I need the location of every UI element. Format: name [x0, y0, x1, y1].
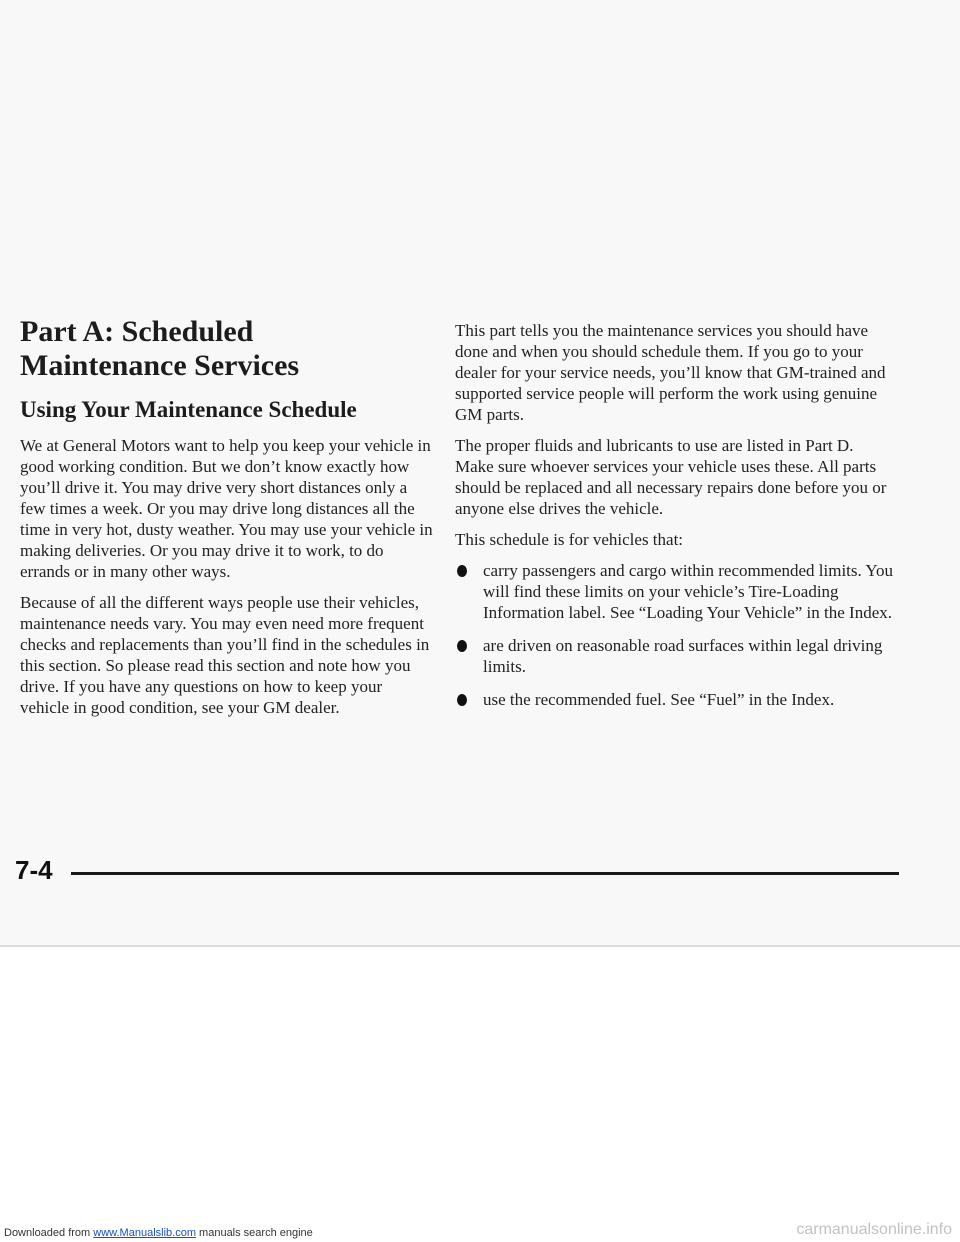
paragraph: Because of all the different ways people use their vehicles, maintenance needs vary. You may even need more frequent checks and replacements than you’ll find in the schedules in this section. So please read this section and note how you drive. If you have any questions on how to keep your vehicle in good condition, see your GM dealer.: [20, 593, 430, 717]
paragraph: We at General Motors want to help you keep your vehicle in good working condition. But we don’t know exactly how you’ll drive it. You may drive very short distances only a few times a week. Or you may drive long distances all the time in very hot, dusty weather. You may use your vehicle in making deliveries. Or you may drive it to work, to do errands or in many other ways.: [20, 436, 433, 581]
download-notice: [4, 1226, 313, 1240]
right-column: [455, 320, 895, 722]
bullet-list: [455, 560, 895, 710]
bullet-icon: [457, 565, 467, 577]
site-watermark: carmanualsonline.info: [796, 1221, 952, 1238]
footer-rule: [71, 872, 899, 875]
paragraph: This part tells you the maintenance services you should have done and when you should schedule them. If you go to your dealer for your service needs, you’ll know that GM-trained and supported service people will perform the work using genuine GM parts.: [455, 321, 886, 424]
list-item: [455, 635, 895, 677]
list-item-text: use the recommended fuel. See “Fuel” in the Index.: [483, 690, 835, 709]
scan-edge-line: [0, 945, 960, 947]
list-item: [455, 689, 895, 710]
paragraph: The proper fluids and lubricants to use are listed in Part D. Make sure whoever services your vehicle uses these. All parts should be replaced and all necessary repairs done before you or anyone else drives the vehicle.: [455, 436, 887, 518]
bullet-icon: [457, 640, 467, 652]
paragraph: This schedule is for vehicles that:: [455, 530, 684, 549]
list-item: [455, 560, 895, 623]
list-item-text: carry passengers and cargo within recommended limits. You will find these limits on your vehicle’s Tire-Loading Information label. See “Loading Your Vehicle” in the Index.: [483, 561, 893, 622]
download-suffix: manuals search engine: [199, 1227, 313, 1239]
download-prefix: Downloaded from: [4, 1227, 91, 1239]
page-number: 7-4: [15, 855, 53, 885]
left-column: [20, 315, 435, 728]
section-subtitle: Using Your Maintenance Schedule: [20, 397, 357, 422]
section-title: Part A: Scheduled Maintenance Services: [20, 315, 300, 382]
manualslib-link[interactable]: www.Manualslib.com: [93, 1227, 196, 1239]
bullet-icon: [457, 694, 467, 706]
page-footer: [15, 855, 885, 885]
list-item-text: are driven on reasonable road surfaces within legal driving limits.: [483, 636, 883, 676]
